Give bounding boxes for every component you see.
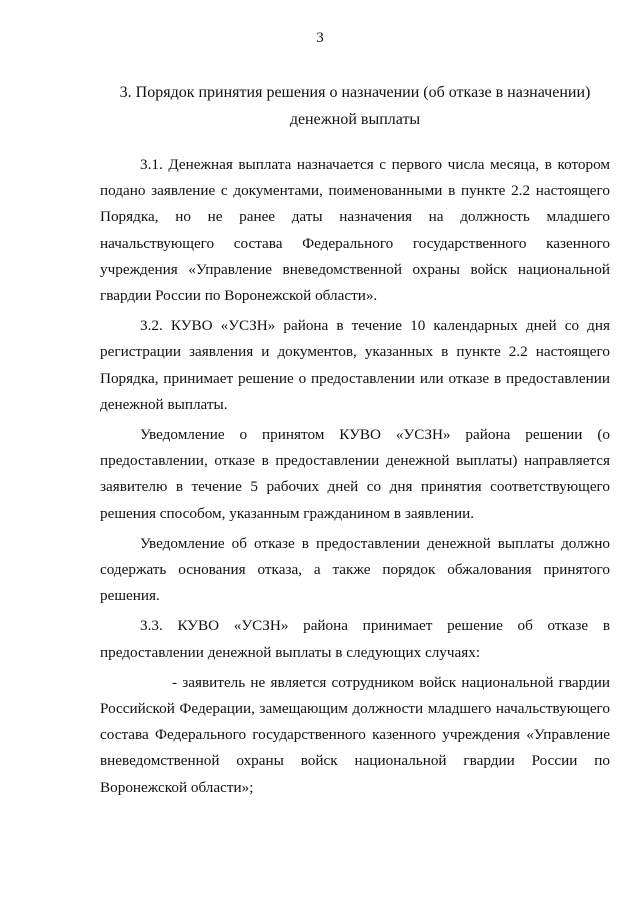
page-number: 3 — [316, 30, 324, 46]
section-heading-line-2: денежной выплаты — [289, 111, 421, 128]
paragraph-refusal-notification: Уведомление об отказе в предоставлении денежной выплаты должно содержать основания отказа, а также порядок обжалования принятого решения. — [100, 534, 610, 605]
section-heading — [100, 79, 610, 133]
paragraph-notification: Уведомление о принятом КУВО «УСЗН» района решении (о предоставлении, отказе в предоставлении денежной выплаты) направляется заявителю в течение 5 рабочих дней со дня принятия соответствующего решения способом, указанным гражданином в заявлении. — [100, 426, 610, 522]
document-body — [100, 152, 610, 801]
section-heading-line-1: 3. Порядок принятия решения о назначении (об отказе в назначении) — [119, 84, 591, 101]
paragraph-3-1: 3.1. Денежная выплата назначается с первого числа месяца, в котором подано заявление с документами, поименованными в пункте 2.2 настоящего Порядка, но не ранее даты назначения на должность младшего начальствующего состава Федерального государственного казенного учреждения «Управление вневедомственной охраны войск национальной гвардии России по Воронежской области». — [100, 156, 610, 305]
paragraph-3-2: 3.2. КУВО «УСЗН» района в течение 10 календарных дней со дня регистрации заявления и документов, указанных в пункте 2.2 настоящего Порядка, принимает решение о предоставлении или отказе в предоставлении денежной выплаты. — [100, 317, 610, 413]
paragraph-3-3: 3.3. КУВО «УСЗН» района принимает решение об отказе в предоставлении денежной выплаты в следующих случаях: — [100, 617, 610, 661]
list-item-refusal-reason: - заявитель не является сотрудником войск национальной гвардии Российской Федерации, замещающим должности младшего начальствующего состава Федерального государственного казенного учреждения «Управление вневедомственной охраны войск национальной гвардии России по Воронежской области»; — [100, 673, 610, 796]
